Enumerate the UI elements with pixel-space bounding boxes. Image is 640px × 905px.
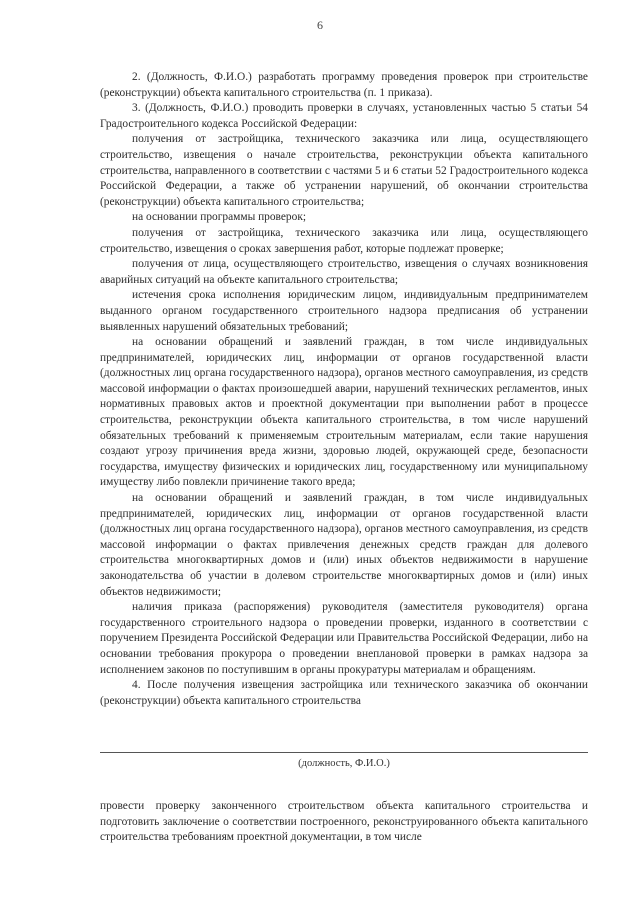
document-body [100,70,588,709]
paragraph-case-completion-notice: получения от застройщика, технического заказчика или лица, осуществляющего строительство, извещения о сроках завершения работ, которые подлежат проверке; [100,226,588,255]
paragraph-case-complaints-shared-construction: на основании обращений и заявлений граждан, в том числе индивидуальных предпринимателей, юридических лиц, информации от органов государственной власти (должностных лиц органа государственного надзора), органов местного самоуправления, из средств массовой информации о фактах привлечения денежных средств граждан для долевого строительства многоквартирных домов и (или) иных объектов недвижимости в нарушение законодательства об участии в долевом строительстве многоквартирных домов и (или) иных объектов недвижимости; [100,492,588,598]
paragraph-case-emergency: получения от лица, осуществляющего строительство, извещения о случаях возникновения аварийных ситуаций на объекте капитального строительства; [100,258,588,286]
paragraph-case-start-notice: получения от застройщика, технического заказчика или лица, осуществляющего строительство, извещения о начале строительства, реконструкции объекта капитального строительства, направленного в соответствии с частями 5 и 6 статьи 52 Градостроительного кодекса Российской Федерации, а также об устранении нарушений, об окончании строительства (реконструкции) объекта капитального строительства; [100,133,588,208]
paragraph-tail: провести проверку законченного строительством объекта капитального строительства и подготовить заключение о соответствии построенного, реконструированного объекта капитального строительства требованиям проектной документации, в том числе [100,800,588,844]
paragraph-case-program: на основании программы проверок; [132,211,307,224]
signature-block [100,752,588,769]
paragraph-case-directive: наличия приказа (распоряжения) руководителя (заместителя руководителя) органа государственного строительного надзора о проведении проверки, изданного в соответствии с поручением Президента Российской Федерации или Правительства Российской Федерации, либо на основании требования прокурора о проведении внеплановой проверки в рамках надзора за исполнением законов по поступившим в органы прокуратуры материалам и обращениям. [100,601,588,676]
paragraph-item-3: 3. (Должность, Ф.И.О.) проводить проверки в случаях, установленных частью 5 статьи 54 Градостроительного кодекса Российской Федерации: [100,102,588,130]
page-number: 6 [317,18,323,32]
paragraph-item-2: 2. (Должность, Ф.И.О.) разработать программу проведения проверок при строительстве (реконструкции) объекта капитального строительства (п. 1 приказа). [100,71,588,99]
signature-line [100,752,588,753]
signature-caption: (должность, Ф.И.О.) [298,758,390,769]
document-tail [100,799,588,846]
paragraph-case-order-expiry: истечения срока исполнения юридическим лицом, индивидуальным предпринимателем выданного органом государственного строительного надзора предписания об устранении выявленных нарушений обязательных требований; [100,289,588,333]
paragraph-item-4: 4. После получения извещения застройщика или технического заказчика об окончании (реконструкции) объекта капитального строительства [100,679,588,707]
paragraph-case-complaints-violations: на основании обращений и заявлений граждан, в том числе индивидуальных предпринимателей, юридических лиц, информации от органов государственной власти (должностных лиц органа государственного надзора), органов местного самоуправления, из средств массовой информации о фактах произошедшей аварии, нарушений технических регламентов, иных нормативных правовых актов и проектной документации при выполнении работ в процессе строительства, реконструкции объекта капитального строительства, в том числе нарушений обязательных требований к применяемым строительным материалам, если такие нарушения создают угрозу причинения вреда жизни, здоровью людей, окружающей среде, безопасности государства, имуществу физических и юридических лиц, государственному или муниципальному имуществу либо повлекли причинение такого вреда; [100,336,588,489]
